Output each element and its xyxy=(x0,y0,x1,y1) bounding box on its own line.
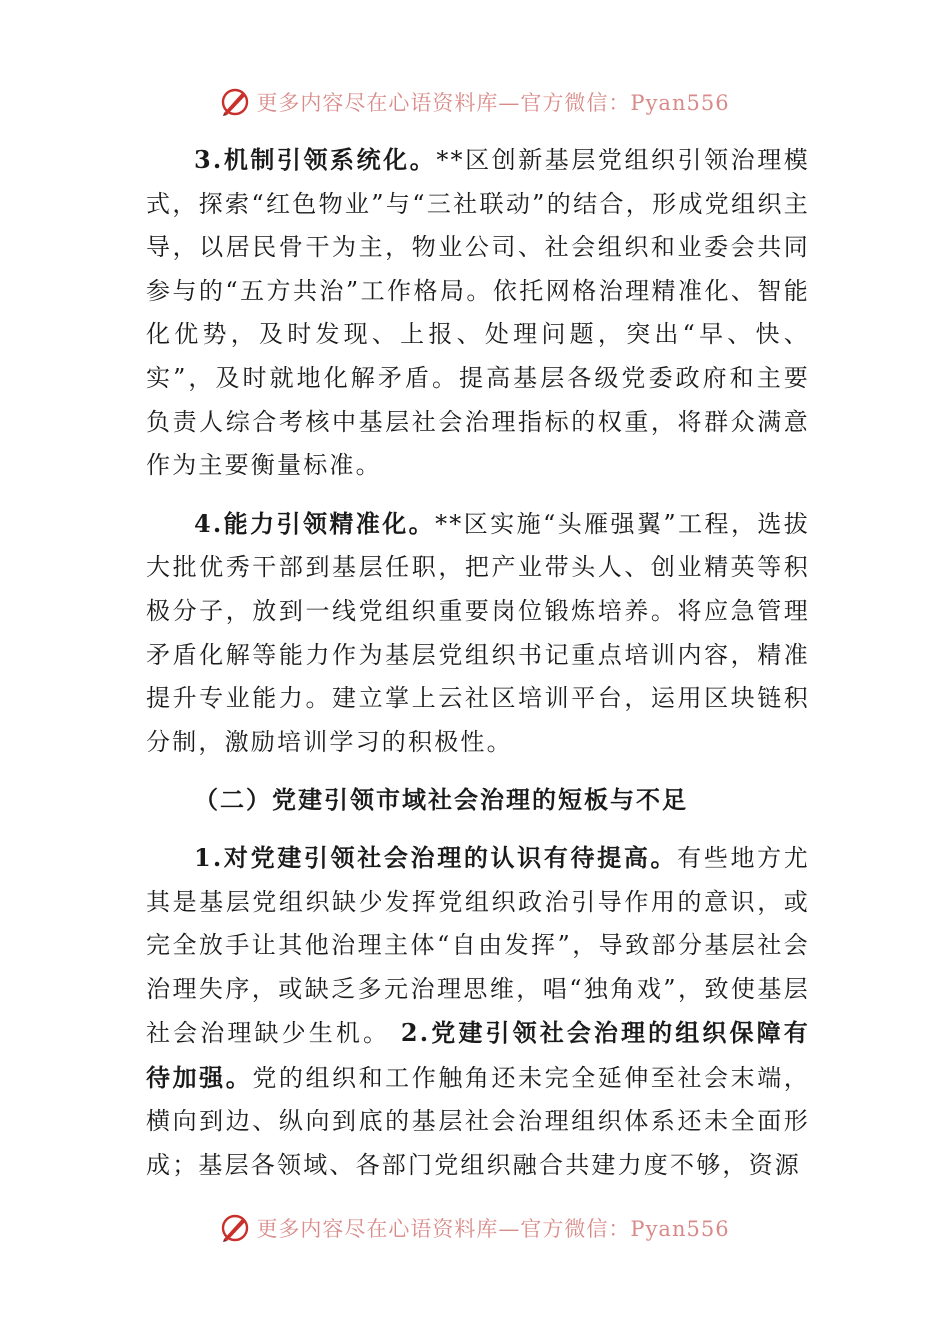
paragraph-3 xyxy=(146,138,810,488)
document-body xyxy=(146,138,810,1188)
shortcomings-paragraph xyxy=(146,836,810,1188)
paragraph-4 xyxy=(146,502,810,765)
header-banner-text: 更多内容尽在心语资料库—官方微信：Pyan556 xyxy=(256,91,730,115)
shortcoming-1-title: 1.对党建引领社会治理的认识有待提高。 xyxy=(194,842,678,872)
shortcoming-1-text: 有些地方尤其是基层党组织缺少发挥党组织政治引导作用的意识，或完全放手让其他治理主体“自由发挥”，导致部分基层社会治理失序，或缺乏多元治理思维，唱“独角戏”，致使基层社会治理缺少生机。 xyxy=(146,843,810,1048)
pen-logo-icon xyxy=(220,1213,250,1243)
paragraph-4-title: 4.能力引领精准化。 xyxy=(194,508,436,538)
shortcoming-2-text: 党的组织和工作触角还未完全延伸至社会末端，横向到边、纵向到底的基层社会治理组织体系还未全面形成；基层各领域、各部门党组织融合共建力度不够，资源 xyxy=(146,1063,810,1180)
section-2-heading: （二）党建引领市域社会治理的短板与不足 xyxy=(194,785,688,815)
footer-banner xyxy=(0,1208,950,1248)
footer-banner-text: 更多内容尽在心语资料库—官方微信：Pyan556 xyxy=(256,1217,730,1241)
paragraph-3-text: **区创新基层党组织引领治理模式，探索“红色物业”与“三社联动”的结合，形成党组织主导，以居民骨干为主，物业公司、社会组织和业委会共同参与的“五方共治”工作格局。依托网格治理精准化、智能化优势，及时发现、上报、处理问题，突出“早、快、实”，及时就地化解矛盾。提高基层各级党委政府和主要负责人综合考核中基层社会治理指标的权重，将群众满意作为主要衡量标准。 xyxy=(146,146,811,480)
paragraph-4-text: **区实施“头雁强翼”工程，选拔大批优秀干部到基层任职，把产业带头人、创业精英等积极分子，放到一线党组织重要岗位锻炼培养。将应急管理矛盾化解等能力作为基层党组织书记重点培训内容，精准提升专业能力。建立掌上云社区培训平台，运用区块链积分制，激励培训学习的积极性。 xyxy=(146,509,810,756)
header-banner xyxy=(0,82,950,122)
pen-logo-icon xyxy=(220,87,250,117)
shortcoming-2-title: 2.党建引领社会治理的组织保障有待加强。 xyxy=(146,1018,810,1092)
paragraph-3-title: 3.机制引领系统化。 xyxy=(194,145,437,174)
